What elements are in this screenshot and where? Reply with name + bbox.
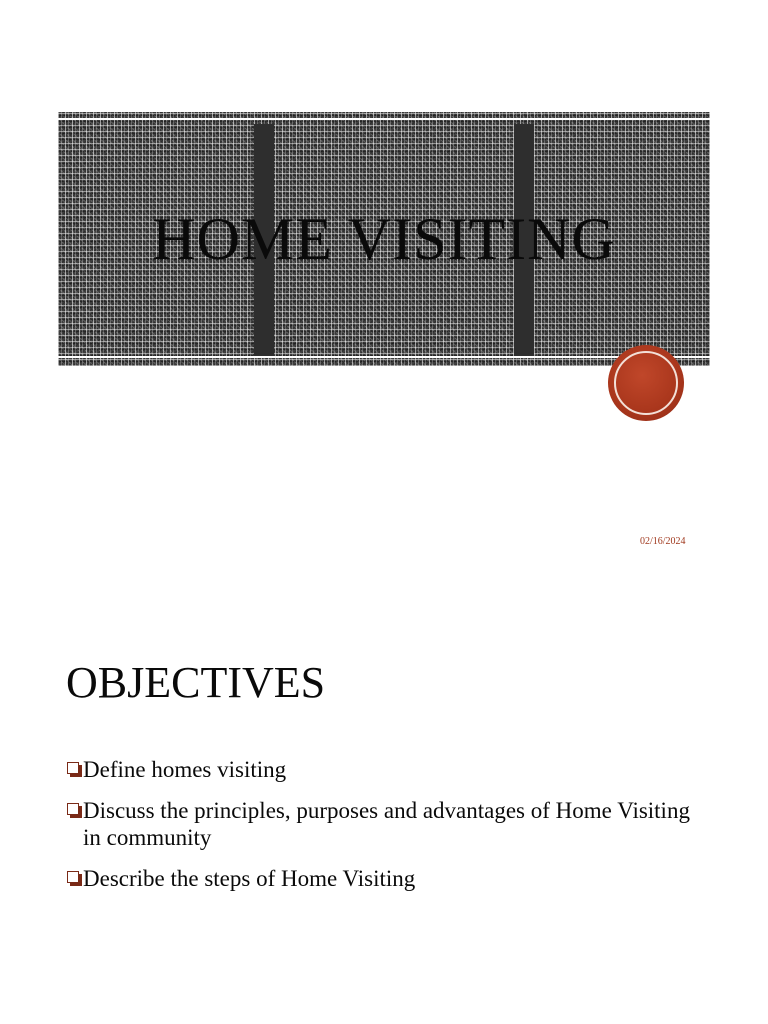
slide-title: HOME VISITING [152, 206, 616, 272]
title-banner [58, 112, 710, 366]
objective-text: Describe the steps of Home Visiting [83, 866, 416, 891]
list-item [66, 865, 706, 892]
objective-text: Define homes visiting [83, 757, 287, 782]
list-item [66, 756, 706, 783]
list-item [66, 797, 706, 851]
square-checkbox-bullet-icon [67, 871, 79, 883]
red-circle-decoration [608, 345, 684, 421]
slide-date: 02/16/2024 [640, 536, 686, 547]
objectives-heading: OBJECTIVES [66, 658, 326, 707]
objectives-list [66, 756, 706, 906]
square-checkbox-bullet-icon [67, 803, 79, 815]
banner-bottom-rule [58, 356, 710, 358]
square-checkbox-bullet-icon [67, 762, 79, 774]
objectives-slide [0, 600, 768, 1024]
banner-top-rule [58, 118, 710, 120]
objective-text: Discuss the principles, purposes and advantages of Home Visiting in community [83, 798, 690, 850]
